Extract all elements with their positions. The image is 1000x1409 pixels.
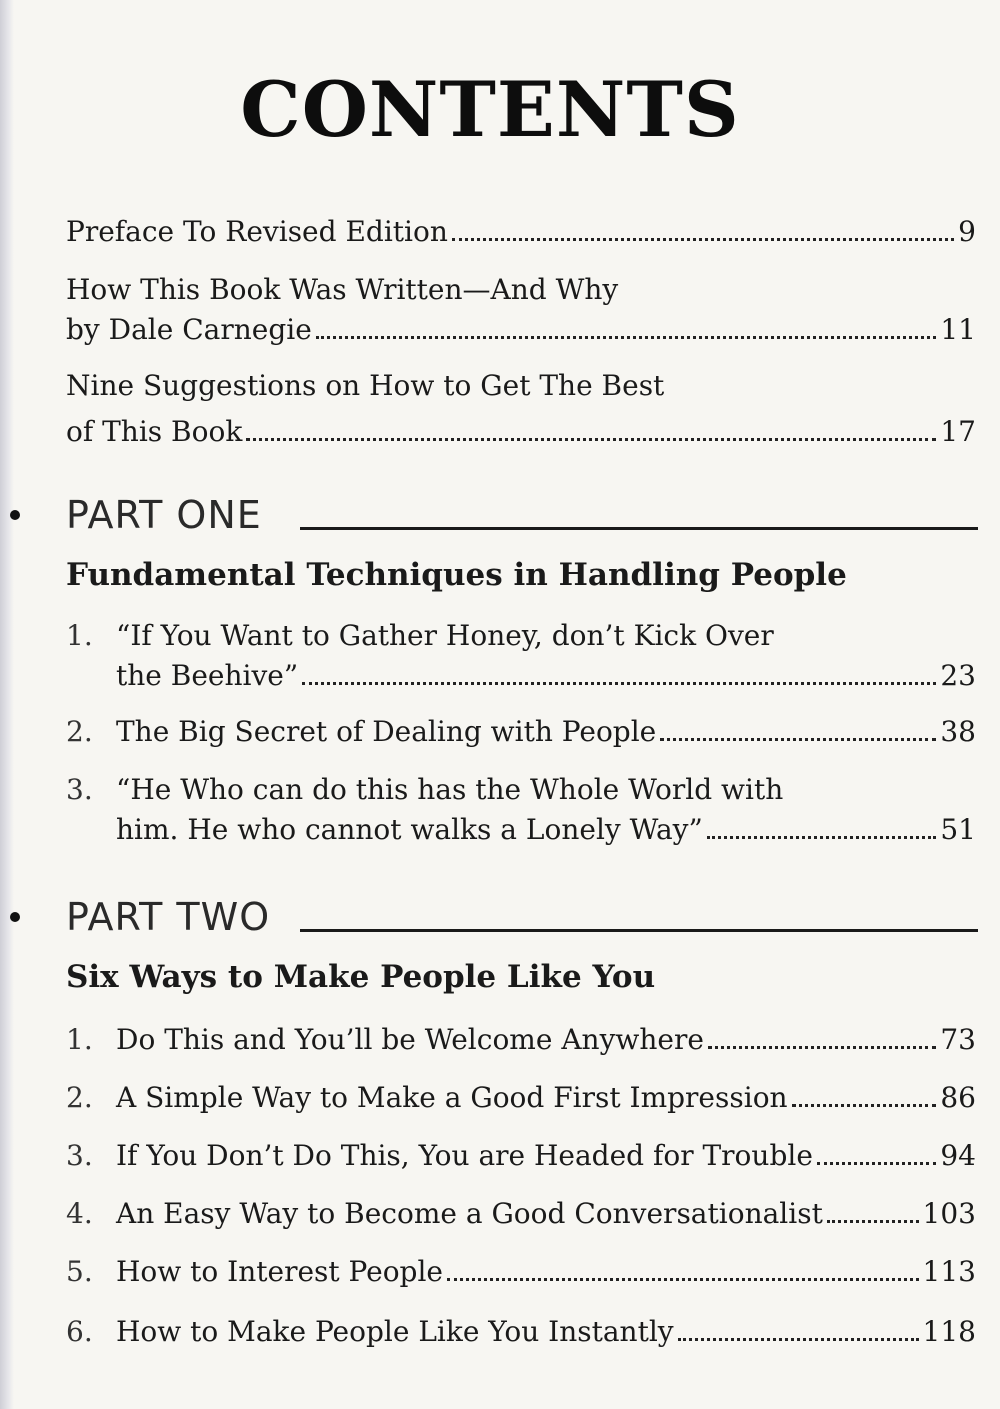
toc-chapter-2-4[interactable]: [66, 1197, 976, 1230]
part-rule: [300, 929, 978, 932]
entry-title-line1: Nine Suggestions on How to Get The Best: [66, 369, 665, 402]
entry-title-line1: How This Book Was Written—And Why: [66, 273, 619, 306]
page-title: CONTENTS: [240, 65, 740, 154]
chapter-title: Do This and You’ll be Welcome Anywhere: [116, 1023, 704, 1056]
chapter-title: him. He who cannot walks a Lonely Way”: [116, 813, 703, 846]
page-number: 103: [922, 1197, 976, 1230]
part-label: PART TWO: [66, 895, 271, 939]
page-number: 118: [922, 1315, 976, 1348]
part-one-header: [0, 490, 978, 537]
chapter-title: An Easy Way to Become a Good Conversationalist: [116, 1197, 823, 1230]
page-number: 17: [940, 415, 976, 448]
toc-chapter-2-6[interactable]: [66, 1315, 976, 1348]
toc-chapter-1-3[interactable]: [66, 773, 976, 846]
chapter-title: The Big Secret of Dealing with People: [116, 715, 657, 748]
chapter-title-line1: “If You Want to Gather Honey, don’t Kick Over: [116, 619, 774, 652]
chapter-number: 1.: [66, 1023, 93, 1056]
toc-chapter-2-2[interactable]: [66, 1081, 976, 1114]
part-subtitle: Fundamental Techniques in Handling People: [66, 557, 847, 593]
dot-leader: [316, 336, 937, 339]
chapter-title: How to Make People Like You Instantly: [116, 1315, 674, 1348]
chapter-number: 4.: [66, 1197, 93, 1230]
entry-title: by Dale Carnegie: [66, 313, 312, 346]
entry-title: of This Book: [66, 415, 243, 448]
chapter-title: A Simple Way to Make a Good First Impression: [116, 1081, 788, 1114]
chapter-title-line1: “He Who can do this has the Whole World with: [116, 773, 784, 806]
chapter-number: 3.: [66, 1139, 93, 1172]
toc-chapter-2-5[interactable]: [66, 1255, 976, 1288]
chapter-number: 2.: [66, 1081, 93, 1114]
chapter-title: How to Interest People: [116, 1255, 444, 1288]
part-subtitle: Six Ways to Make People Like You: [66, 959, 656, 995]
bullet-icon: [10, 510, 20, 520]
toc-entry-preface[interactable]: [66, 215, 976, 248]
page-spine-shadow: [0, 0, 14, 1409]
chapter-number: 2.: [66, 715, 93, 748]
chapter-number: 5.: [66, 1255, 93, 1288]
chapter-number: 6.: [66, 1315, 93, 1348]
dot-leader: [447, 1278, 919, 1281]
dot-leader: [452, 238, 954, 241]
toc-entry-how-written[interactable]: [66, 273, 976, 346]
dot-leader: [302, 682, 936, 685]
part-two-header: [0, 892, 978, 939]
dot-leader: [660, 738, 936, 741]
toc-chapter-2-1[interactable]: [66, 1023, 976, 1056]
chapter-title: the Beehive”: [116, 659, 299, 692]
page-number: 73: [940, 1023, 976, 1056]
page-number: 23: [940, 659, 976, 692]
chapter-title: If You Don’t Do This, You are Headed for Trouble: [116, 1139, 813, 1172]
toc-chapter-1-2[interactable]: [66, 715, 976, 748]
page-number: 113: [922, 1255, 976, 1288]
entry-title: Preface To Revised Edition: [66, 215, 448, 248]
chapter-number: 1.: [66, 619, 93, 652]
bullet-icon: [10, 912, 20, 922]
page-number: 51: [940, 813, 976, 846]
part-label: PART ONE: [66, 493, 262, 537]
dot-leader: [708, 1046, 936, 1049]
dot-leader: [827, 1220, 919, 1223]
chapter-number: 3.: [66, 773, 93, 806]
dot-leader: [707, 836, 937, 839]
toc-entry-nine-suggestions[interactable]: [66, 369, 976, 448]
dot-leader: [817, 1162, 936, 1165]
dot-leader: [792, 1104, 937, 1107]
dot-leader: [678, 1338, 919, 1341]
dot-leader: [246, 438, 936, 441]
page-number: 38: [940, 715, 976, 748]
page-number: 11: [940, 313, 976, 346]
toc-chapter-1-1[interactable]: [66, 619, 976, 692]
page-number: 94: [940, 1139, 976, 1172]
toc-chapter-2-3[interactable]: [66, 1139, 976, 1172]
page-number: 9: [958, 215, 976, 248]
part-rule: [300, 527, 978, 530]
page-number: 86: [940, 1081, 976, 1114]
